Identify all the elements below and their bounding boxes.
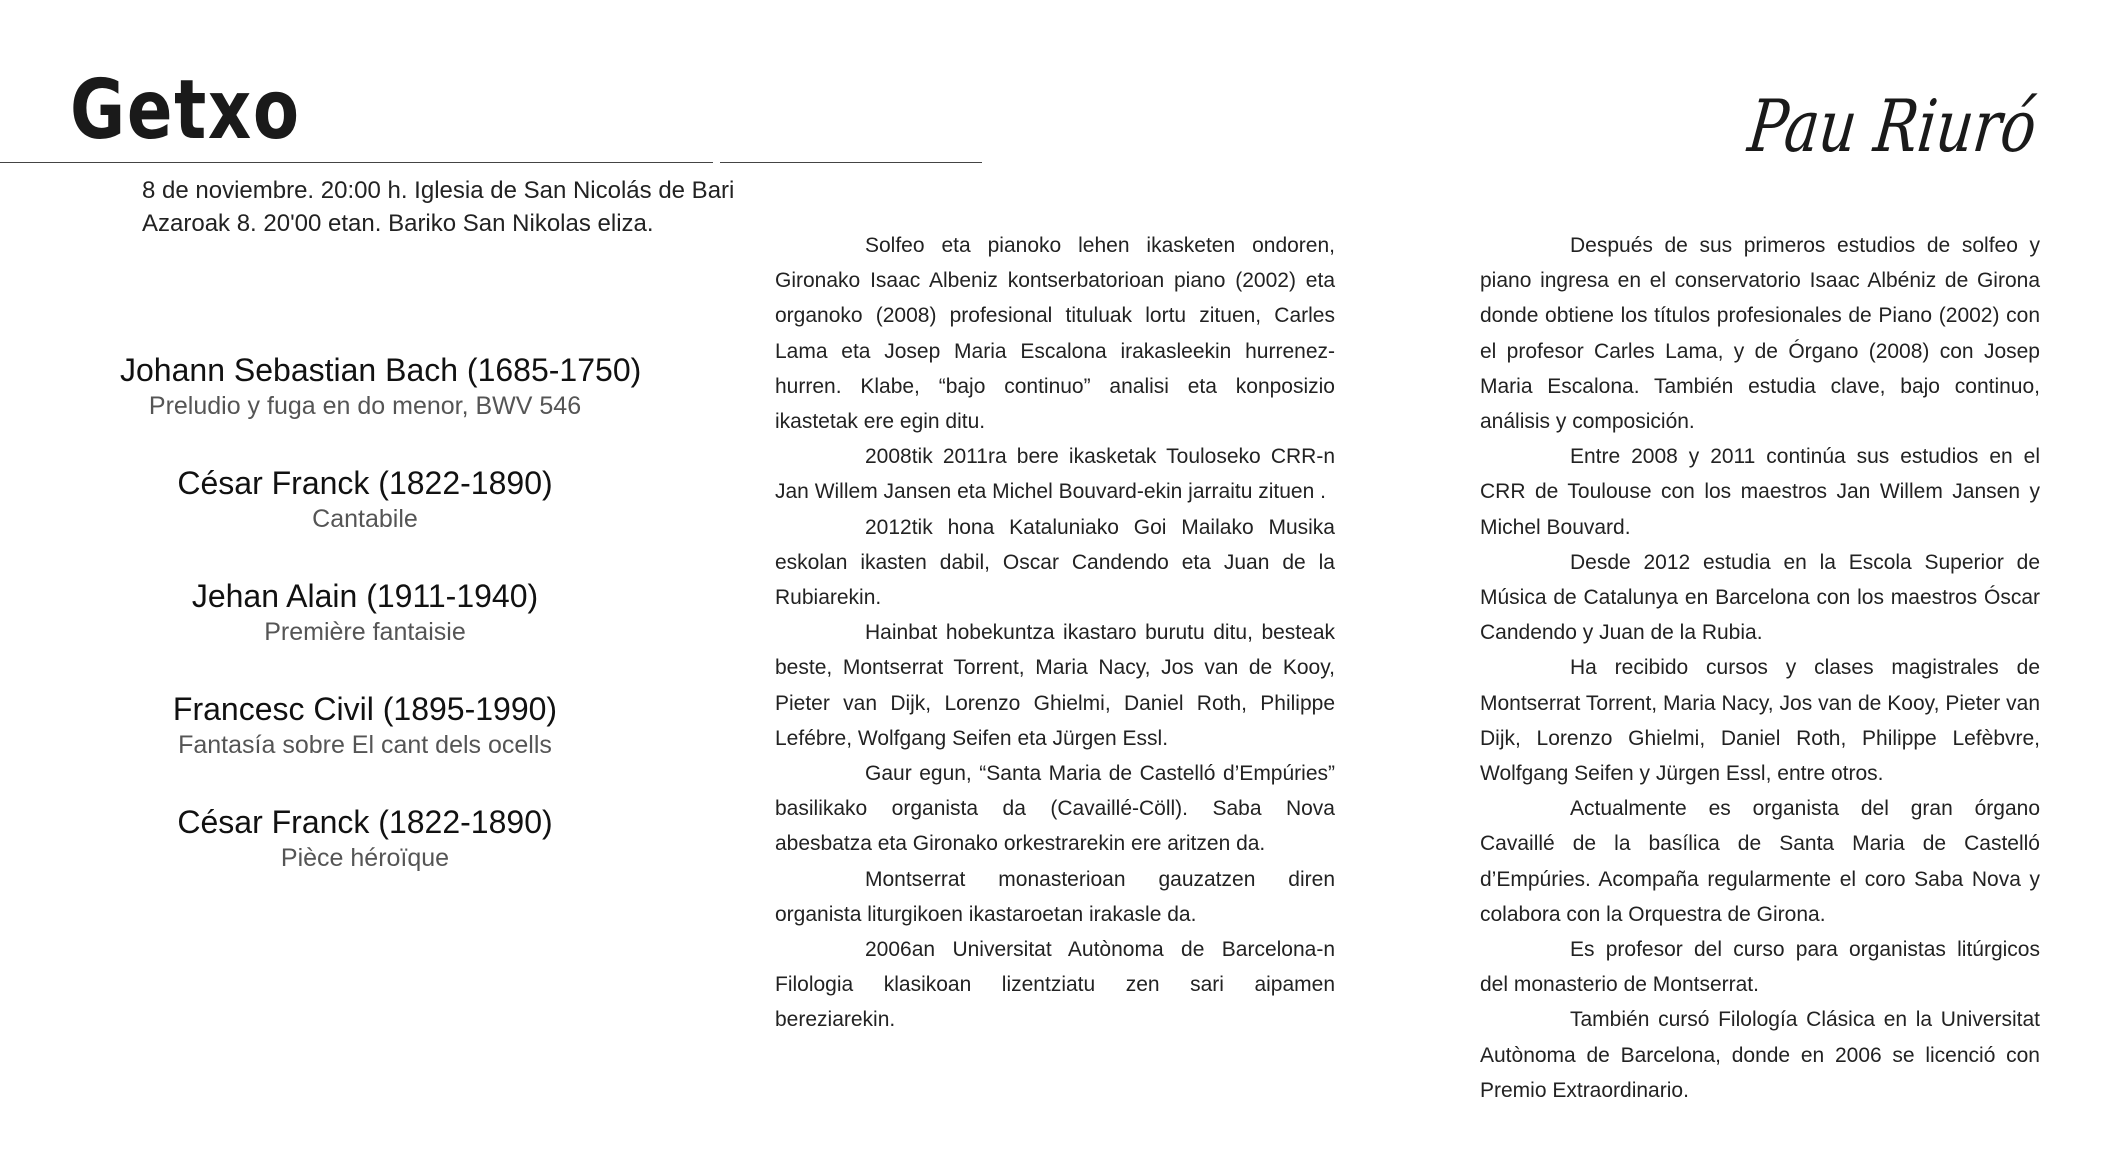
header-divider-short xyxy=(720,162,982,163)
work-title: Fantasía sobre El cant dels ocells xyxy=(178,731,552,759)
bio-paragraph: Solfeo eta pianoko lehen ikasketen ondoren, Gironako Isaac Albeniz kontserbatorioan piano (2002) eta organoko (2008) profesional tituluak lortu zituen, Carles Lama eta Josep Maria Escalona irakasleekin hurrenez-hurren. Klabe, “bajo continuo” analisi eta konposizio ikastetak ere egin ditu. xyxy=(775,234,1335,434)
program-item xyxy=(120,463,610,536)
bio-paragraph: Ha recibido cursos y clases magistrales de Montserrat Torrent, Maria Nacy, Jos van de Kooy, Pieter van Dijk, Lorenzo Ghielmi, Daniel Roth, Philippe Lefèbvre, Wolfgang Seifen y Jürgen Essl, entre otros. xyxy=(1480,656,2040,786)
composer-name: César Franck (1822-1890) xyxy=(177,804,553,840)
composer-name: César Franck (1822-1890) xyxy=(177,465,553,501)
performer-signature: Pau Riuró xyxy=(1744,84,2041,168)
header-divider xyxy=(0,162,713,163)
program-item xyxy=(120,689,610,762)
bio-paragraph: 2006an Universitat Autònoma de Barcelona-n Filologia klasikoan lizentziatu zen sari aipamen bereziarekin. xyxy=(775,938,1335,1032)
biography-spanish xyxy=(1480,228,2040,1108)
bio-paragraph: 2012tik hona Kataluniako Goi Mailako Musika eskolan ikasten dabil, Oscar Candendo eta Juan de la Rubiarekin. xyxy=(775,515,1335,610)
bio-paragraph: Hainbat hobekuntza ikastaro burutu ditu, besteak beste, Montserrat Torrent, Maria Nacy, Jos van de Kooy, Pieter van Dijk, Lorenzo Ghielmi, Daniel Roth, Philippe Lefébre, Wolfgang Seifen eta Jürgen Essl. xyxy=(775,621,1335,750)
bio-paragraph: Desde 2012 estudia en la Escola Superior de Música de Catalunya en Barcelona con los maestros Óscar Candendo y Juan de la Rubia. xyxy=(1480,550,2040,645)
work-title: Première fantaisie xyxy=(264,618,466,646)
event-date-spanish: 8 de noviembre. 20:00 h. Iglesia de San Nicolás de Bari xyxy=(142,177,735,204)
composer-name: Jehan Alain (1911-1940) xyxy=(191,578,539,614)
bio-paragraph: Montserrat monasterioan gauzatzen diren organista liturgikoen ikastaroetan irakasle da. xyxy=(775,867,1335,926)
concert-program xyxy=(120,350,642,915)
program-item xyxy=(120,576,610,649)
program-item xyxy=(120,802,610,875)
bio-paragraph: Entre 2008 y 2011 continúa sus estudios en el CRR de Toulouse con los maestros Jan Willem Jansen y Michel Bouvard. xyxy=(1480,445,2040,539)
composer-name: Johann Sebastian Bach (1685-1750) xyxy=(120,352,642,388)
page-title: Getxo xyxy=(70,63,301,158)
bio-paragraph: 2008tik 2011ra bere ikasketak Touloseko CRR-n Jan Willem Jansen eta Michel Bouvard-ekin jarraitu zituen . xyxy=(775,445,1335,504)
bio-paragraph: Después de sus primeros estudios de solfeo y piano ingresa en el conservatorio Isaac Albéniz de Girona donde obtiene los títulos profesionales de Piano (2002) con el profesor Carles Lama, y de Órgano (2008) con Josep Maria Escalona. También estudia clave, bajo continuo, análisis y composición. xyxy=(1480,234,2040,434)
work-title: Pièce héroïque xyxy=(280,844,450,872)
program-item xyxy=(120,350,642,423)
biography-basque xyxy=(775,228,1335,1038)
event-date-basque: Azaroak 8. 20'00 etan. Bariko San Nikolas eliza. xyxy=(142,210,654,237)
bio-paragraph: Es profesor del curso para organistas litúrgicos del monasterio de Montserrat. xyxy=(1480,938,2040,997)
work-title: Cantabile xyxy=(312,505,418,533)
composer-name: Francesc Civil (1895-1990) xyxy=(172,691,558,727)
bio-paragraph: Gaur egun, “Santa Maria de Castelló d’Empúries” basilikako organista da (Cavaillé-Cöll). Saba Nova abesbatza eta Gironako orkestrarekin ere aritzen da. xyxy=(775,762,1335,856)
bio-paragraph: También cursó Filología Clásica en la Universitat Autònoma de Barcelona, donde en 2006 se licenció con Premio Extraordinario. xyxy=(1480,1008,2040,1102)
bio-paragraph: Actualmente es organista del gran órgano Cavaillé de la basílica de Santa Maria de Castelló d’Empúries. Acompaña regularmente el coro Saba Nova y colabora con la Orquestra de Girona. xyxy=(1480,797,2040,926)
work-title: Preludio y fuga en do menor, BWV 546 xyxy=(148,392,582,420)
event-info xyxy=(142,174,734,240)
